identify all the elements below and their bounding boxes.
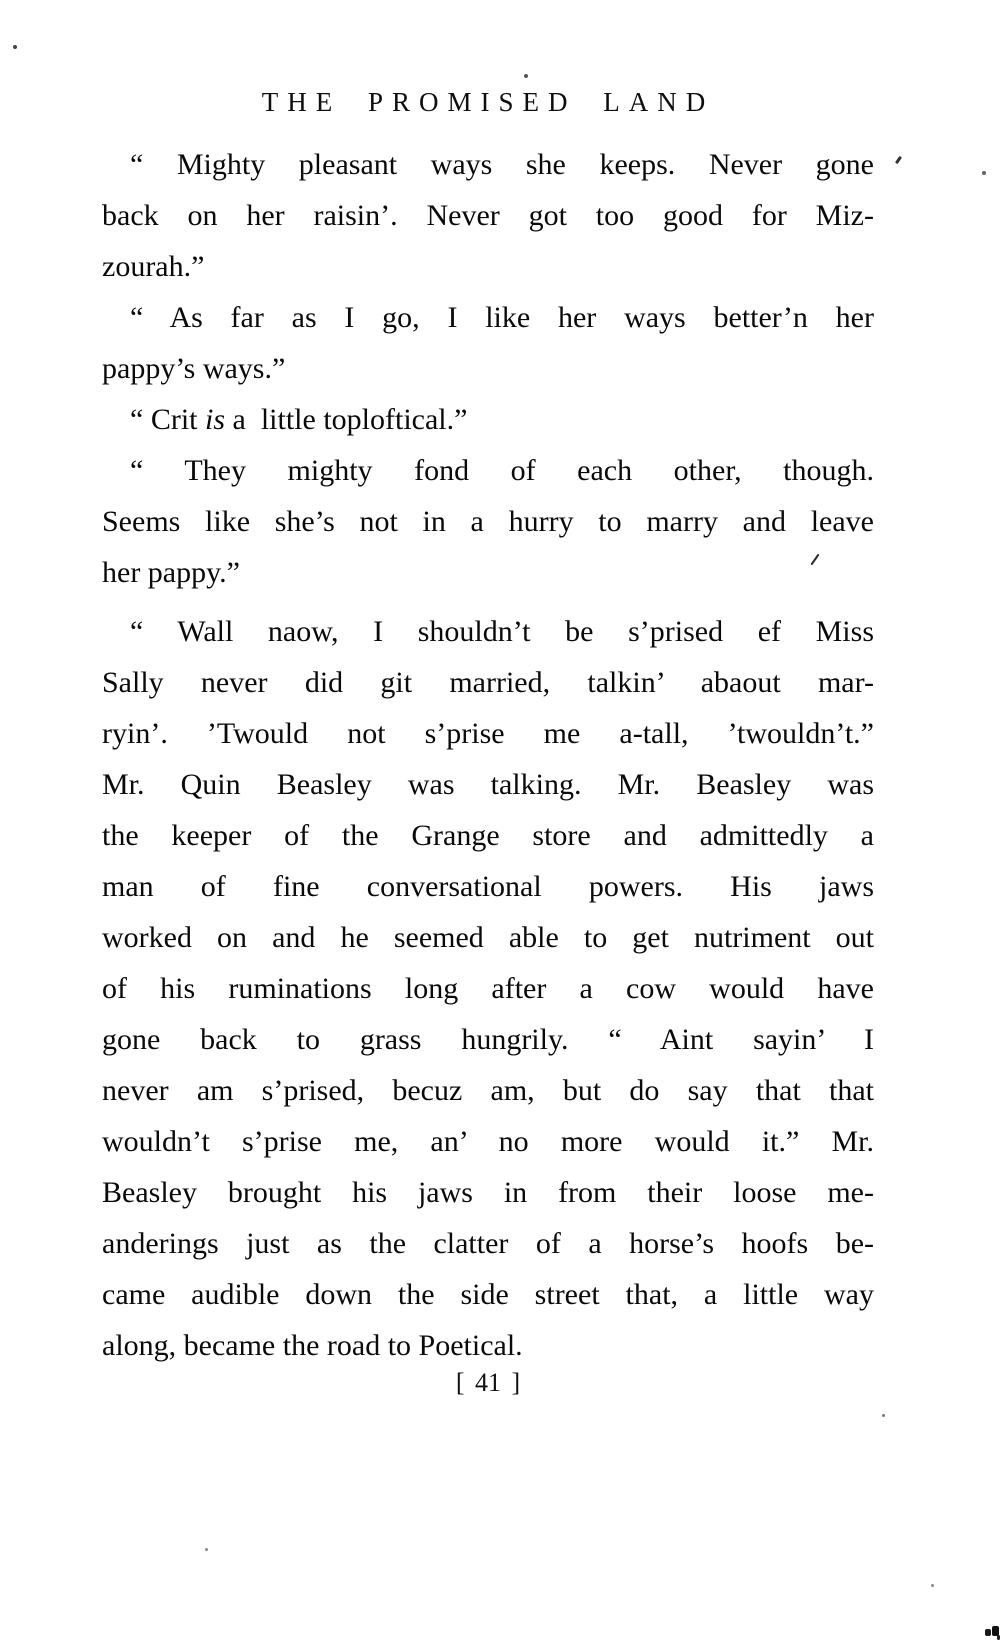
text-line: the keeper of the Grange store and admittedly a [102, 819, 874, 852]
text-line: “ Mighty pleasant ways she keeps. Never gone [130, 148, 874, 181]
text-line: Seems like she’s not in a hurry to marry and leave [102, 505, 874, 538]
text-line: Sally never did git married, talkin’ abaout mar- [102, 666, 874, 699]
scan-speck [895, 156, 902, 164]
scan-speck [524, 74, 528, 78]
text-line: Beasley brought his jaws in from their loose me- [102, 1176, 874, 1209]
text-line: of his ruminations long after a cow would have [102, 972, 874, 1005]
scan-speck [992, 1626, 999, 1636]
text-line: zourah.” [102, 250, 205, 283]
text-line: “ Crit is a little toploftical.” [130, 403, 468, 436]
text-line: came audible down the side street that, a little way [102, 1278, 874, 1311]
scan-speck [985, 1629, 991, 1636]
paragraph [102, 292, 874, 394]
text-line: wouldn’t s’prise me, an’ no more would it.” Mr. [102, 1125, 874, 1158]
text-line: back on her raisin’. Never got too good for Miz- [102, 199, 874, 232]
text-line: “ They mighty fond of each other, though. [130, 454, 874, 487]
running-head-title: THE PROMISED LAND [261, 87, 715, 117]
text-line: worked on and he seemed able to get nutriment out [102, 921, 874, 954]
scan-speck [13, 45, 17, 49]
text-line: gone back to grass hungrily. “ Aint sayin’ I [102, 1023, 874, 1056]
scan-speck [931, 1584, 934, 1587]
text-line: along, became the road to Poetical. [102, 1329, 523, 1362]
text-line: never am s’prised, becuz am, but do say that that [102, 1074, 874, 1107]
text-line: anderings just as the clatter of a horse’s hoofs be- [102, 1227, 874, 1260]
text-line: man of fine conversational powers. His jaws [102, 870, 874, 903]
page-body [102, 139, 874, 1371]
paragraph [102, 139, 874, 292]
scan-speck [982, 171, 986, 175]
text-line: her pappy.” [102, 556, 240, 589]
text-line: “ Wall naow, I shouldn’t be s’prised ef Miss [130, 615, 874, 648]
paragraph [102, 394, 874, 445]
paragraph [102, 606, 874, 1371]
paragraph [102, 445, 874, 598]
text-line: pappy’s ways.” [102, 352, 286, 385]
text-line: Mr. Quin Beasley was talking. Mr. Beasley was [102, 768, 874, 801]
text-line: “ As far as I go, I like her ways better’n her [130, 301, 874, 334]
scan-speck [882, 1414, 885, 1417]
text-line: ryin’. ’Twould not s’prise me a-tall, ’twouldn’t.” [102, 717, 874, 750]
page-number: [ 41 ] [455, 1368, 521, 1397]
scan-speck [205, 1548, 208, 1551]
